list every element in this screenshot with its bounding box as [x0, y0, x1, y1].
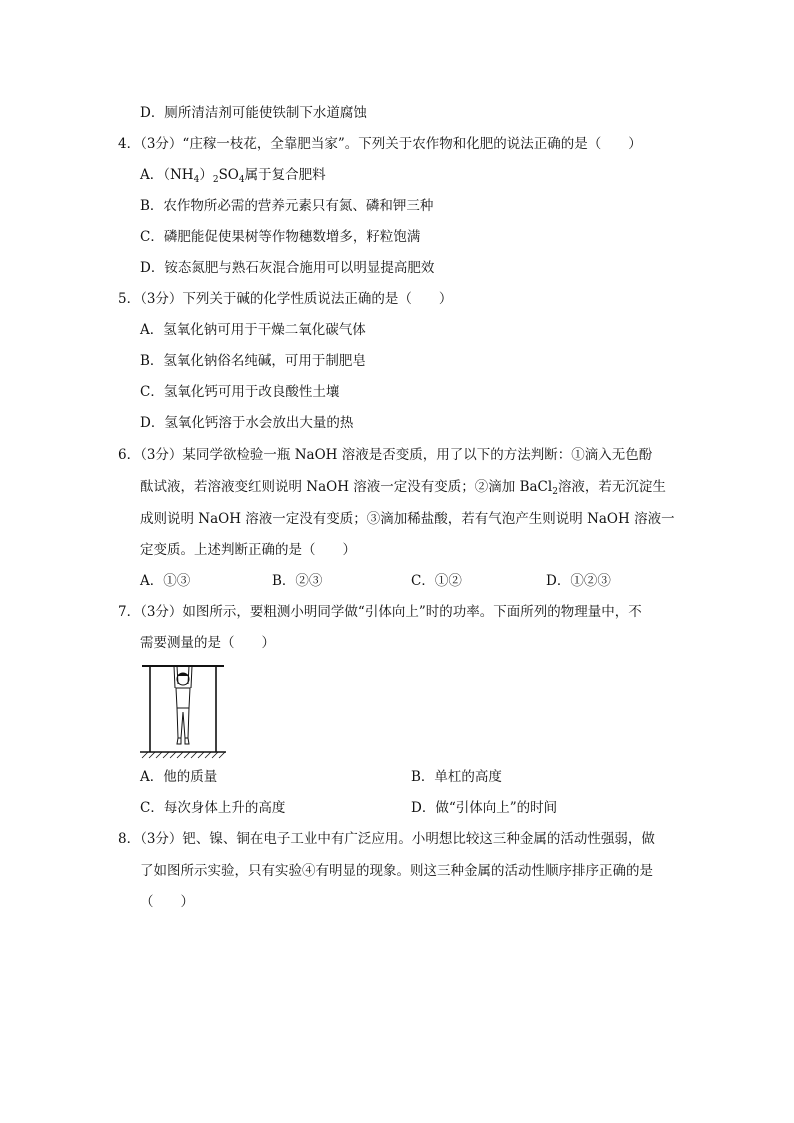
- q6-stem-line1: 6．（3分）某同学欲检验一瓶 NaOH 溶液是否变质，用了以下的方法判断：①滴入无色酚: [118, 447, 653, 463]
- q4-option-b: B．农作物所必需的营养元素只有氮、磷和钾三种: [140, 198, 434, 214]
- q6-option-a: A．①③: [140, 573, 191, 589]
- q8-stem-line3: （ ）: [140, 894, 194, 910]
- q4-option-a-part4: 属于复合肥料: [244, 167, 326, 183]
- q4-option-a-sub1: 4: [193, 175, 200, 185]
- q7-stem-line1: 7．（3分）如图所示，要粗测小明同学做“引体向上”时的功率。下面所列的物理量中，不: [118, 604, 642, 620]
- q3-option-d: D．厕所清洁剂可能使铁制下水道腐蚀: [140, 105, 367, 121]
- q6-line2-post: 溶液，若无沉淀生: [557, 479, 666, 495]
- q4-option-a-part2: ）: [199, 167, 213, 183]
- q6-option-c: C．①②: [411, 573, 462, 589]
- q4-option-a-part3: SO: [218, 167, 239, 183]
- q6-stem-line4: 定变质。上述判断正确的是（ ）: [140, 542, 356, 558]
- q6-line2-sub: 2: [552, 487, 558, 497]
- ground-hatch: [142, 752, 225, 758]
- q6-stem-line2: [140, 477, 666, 502]
- q4-stem: 4．（3分）“庄稼一枝花，全靠肥当家”。下列关于农作物和化肥的说法正确的是（ ）: [118, 136, 642, 152]
- q8-stem-line1: 8．（3分）钯、镍、铜在电子工业中有广泛应用。小明想比较这三种金属的活动性强弱，做: [118, 831, 655, 847]
- q7-option-b: B．单杠的高度: [411, 769, 502, 785]
- pull-up-figure: [140, 660, 226, 760]
- q4-option-a-sub3: 4: [238, 175, 245, 185]
- q7-option-c: C．每次身体上升的高度: [140, 800, 286, 816]
- q5-option-b: B．氢氧化钠俗名纯碱，可用于制肥皂: [140, 353, 366, 369]
- q5-option-a: A．氢氧化钠可用于干燥二氧化碳气体: [140, 322, 366, 338]
- q6-stem-line3: 成则说明 NaOH 溶液一定没有变质；③滴加稀盐酸，若有气泡产生则说明 NaOH 溶液一: [140, 511, 675, 527]
- q6-line2-text: 酞试液，若溶液变红则说明 NaOH 溶液一定没有变质；②滴加 BaCl: [140, 479, 553, 495]
- q6-option-b: B．②③: [272, 573, 323, 589]
- person-figure: [174, 666, 192, 744]
- q6-option-d: D．①②③: [546, 573, 611, 589]
- q5-option-c: C．氢氧化钙可用于改良酸性土壤: [140, 384, 340, 400]
- q4-option-a-part1: A．（NH: [140, 167, 194, 183]
- q7-option-a: A．他的质量: [140, 769, 218, 785]
- q8-stem-line2: 了如图所示实验，只有实验④有明显的现象。则这三种金属的活动性顺序排序正确的是: [140, 863, 653, 879]
- q4-option-d: D．铵态氮肥与熟石灰混合施用可以明显提高肥效: [140, 260, 435, 276]
- q4-option-a-sub2: 2: [212, 175, 219, 185]
- q5-option-d: D．氢氧化钙溶于水会放出大量的热: [140, 415, 354, 431]
- q4-option-a: [140, 165, 326, 190]
- q7-stem-line2: 需要测量的是（ ）: [140, 635, 275, 651]
- q5-stem: 5．（3分）下列关于碱的化学性质说法正确的是（ ）: [118, 291, 453, 307]
- q4-option-c: C．磷肥能促使果树等作物穗数增多，籽粒饱满: [140, 229, 421, 245]
- q7-option-d: D．做“引体向上”的时间: [411, 800, 558, 816]
